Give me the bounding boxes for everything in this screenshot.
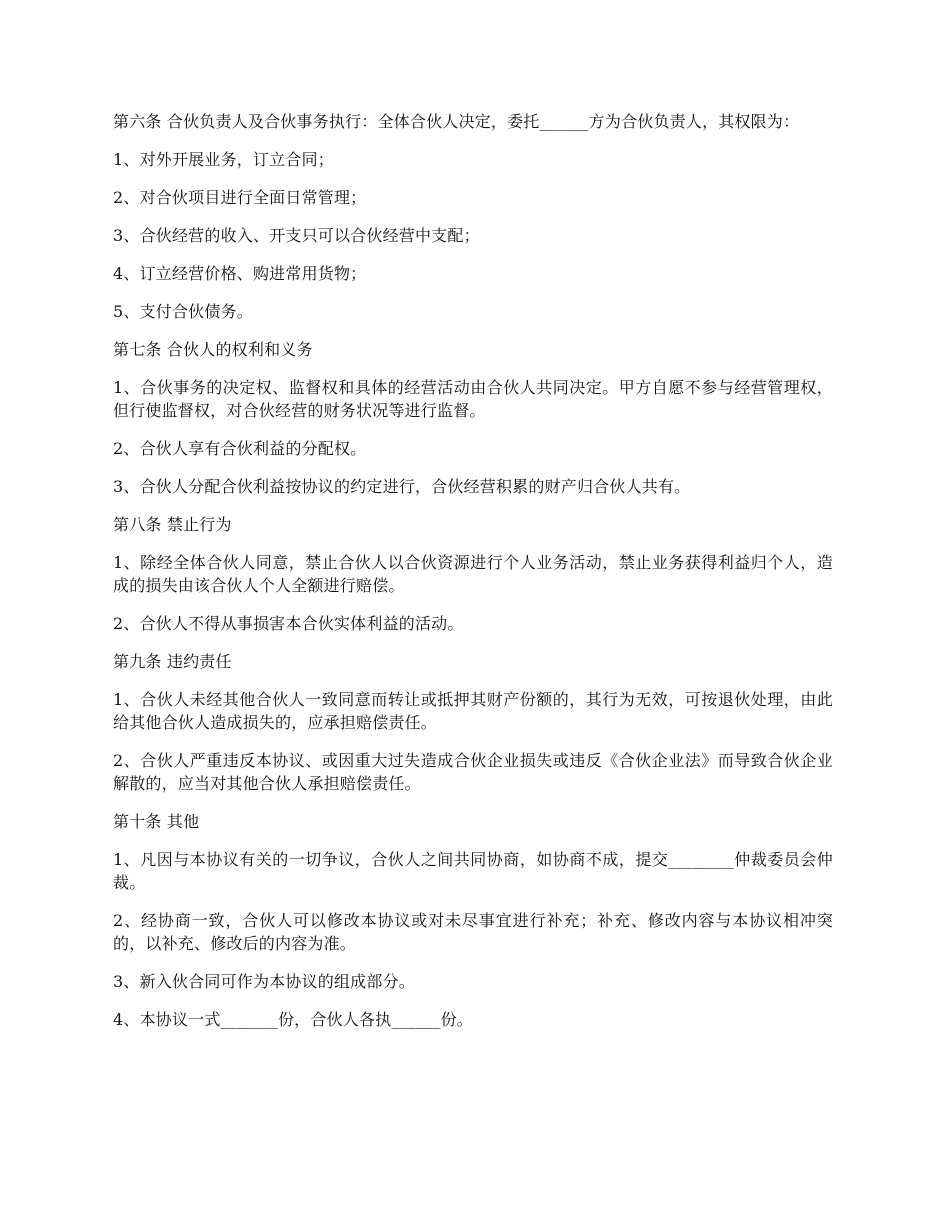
article-7-item-3: 3、合伙人分配合伙利益按协议的约定进行，合伙经营积累的财产归合伙人共有。 — [113, 477, 691, 496]
article-8-heading: 第八条 禁止行为 — [113, 515, 232, 534]
document-body — [113, 110, 833, 1046]
article-9-item-2: 2、合伙人严重违反本协议、或因重大过失造成合伙企业损失或违反《合伙企业法》而导致合伙企业解散的，应当对其他合伙人承担赔偿责任。 — [113, 751, 833, 793]
article-7-heading: 第七条 合伙人的权利和义务 — [113, 340, 313, 359]
article-10-heading: 第十条 其他 — [113, 812, 200, 831]
article-6-item-4: 4、订立经营价格、购进常用货物； — [113, 264, 367, 283]
article-6-heading-paragraph: 第六条 合伙负责人及合伙事务执行：全体合伙人决定，委托______方为合伙负责人，其权限为： — [113, 112, 800, 131]
article-10-item-1: 1、凡因与本协议有关的一切争议，合伙人之间共同协商，如协商不成，提交________仲裁委员会仲裁。 — [113, 850, 833, 892]
article-6-item-1: 1、对外开展业务，订立合同； — [113, 150, 334, 169]
article-7-item-1: 1、合伙事务的决定权、监督权和具体的经营活动由合伙人共同决定。甲方自愿不参与经营管理权，但行使监督权，对合伙经营的财务状况等进行监督。 — [113, 378, 833, 420]
article-9-heading: 第九条 违约责任 — [113, 652, 232, 671]
article-10-item-2: 2、经协商一致，合伙人可以修改本协议或对未尽事宜进行补充；补充、修改内容与本协议相冲突的，以补充、修改后的内容为准。 — [113, 911, 833, 953]
article-10-item-3: 3、新入伙合同可作为本协议的组成部分。 — [113, 972, 415, 991]
article-9-item-1: 1、合伙人未经其他合伙人一致同意而转让或抵押其财产份额的，其行为无效，可按退伙处理，由此给其他合伙人造成损失的，应承担赔偿责任。 — [113, 690, 833, 732]
article-8-item-2: 2、合伙人不得从事损害本合伙实体利益的活动。 — [113, 614, 464, 633]
article-10-item-4: 4、本协议一式_______份，合伙人各执______份。 — [113, 1010, 473, 1029]
article-6-item-3: 3、合伙经营的收入、开支只可以合伙经营中支配； — [113, 226, 480, 245]
article-7-item-2: 2、合伙人享有合伙利益的分配权。 — [113, 439, 367, 458]
article-6-item-2: 2、对合伙项目进行全面日常管理； — [113, 188, 367, 207]
article-8-item-1: 1、除经全体合伙人同意，禁止合伙人以合伙资源进行个人业务活动，禁止业务获得利益归个人，造成的损失由该合伙人个人全额进行赔偿。 — [113, 553, 833, 595]
article-6-item-5: 5、支付合伙债务。 — [113, 302, 253, 321]
